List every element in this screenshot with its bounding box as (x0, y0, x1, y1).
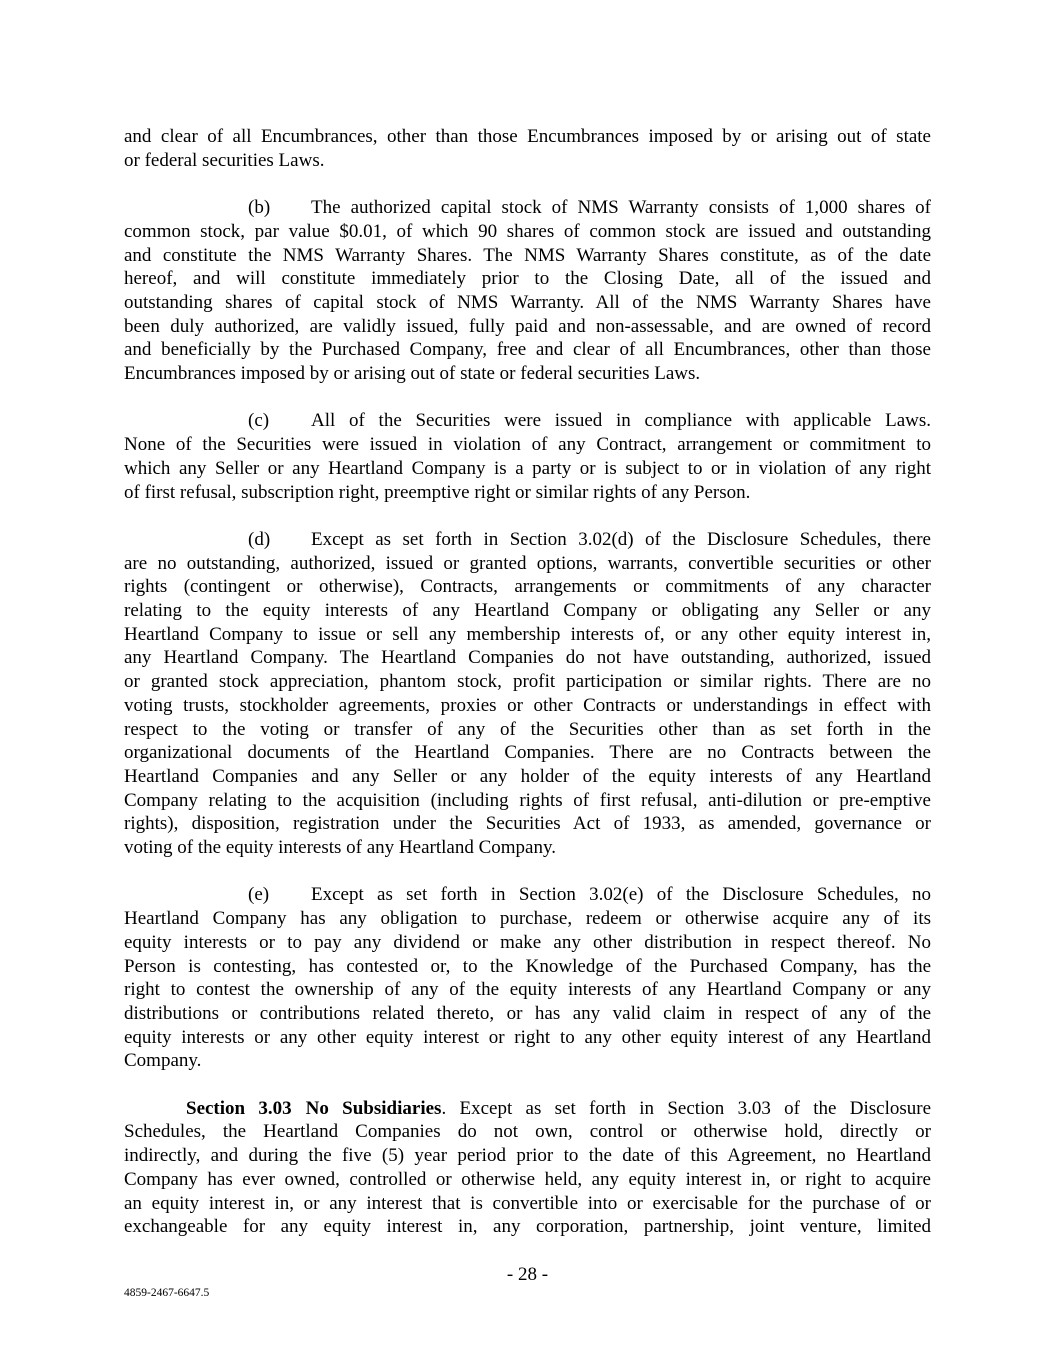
paragraph-line: None of the Securities were issued in violation of any Contract, arrangement or commitment to (124, 434, 931, 456)
paragraph-line (124, 883, 931, 907)
paragraph-line: which any Seller or any Heartland Company is a party or is subject to or in violation of any right (124, 457, 931, 479)
paragraph (124, 125, 931, 172)
paragraph-text: Except as set forth in Section 3.02(d) of the Disclosure Schedules, there (311, 528, 931, 550)
section-text: . Except as set forth in Section 3.03 of the Disclosure (441, 1097, 932, 1119)
document-body (124, 125, 931, 1263)
paragraph-line: Heartland Company to issue or sell any membership interests of, or any other equity interest in, (124, 623, 931, 645)
paragraph-text: Except as set forth in Section 3.02(e) of the Disclosure Schedules, no (311, 884, 931, 906)
paragraph-line: and constitute the NMS Warranty Shares. The NMS Warranty Shares constitute, as of the date (124, 244, 931, 266)
paragraph-line: hereof, and will constitute immediately prior to the Closing Date, all of the issued and (124, 268, 931, 290)
paragraph-line: outstanding shares of capital stock of NMS Warranty. All of the NMS Warranty Shares have (124, 291, 931, 313)
section-number: Section 3.03 (186, 1097, 292, 1119)
paragraph-line: relating to the equity interests of any Heartland Company or obligating any Seller or any (124, 600, 931, 622)
paragraph-line: right to contest the ownership of any of the equity interests of any Heartland Company or any (124, 979, 931, 1001)
paragraph-line: Person is contesting, has contested or, to the Knowledge of the Purchased Company, has the (124, 955, 931, 977)
paragraph-label: (e) (248, 884, 270, 906)
paragraph-line: an equity interest in, or any interest that is convertible into or exercisable for the purchase of or (124, 1192, 931, 1214)
paragraph (124, 196, 931, 386)
paragraph-label: (c) (248, 410, 270, 432)
paragraph-line (124, 409, 931, 433)
paragraph-line: Company has ever owned, controlled or otherwise held, any equity interest in, or right to acquire (124, 1168, 931, 1190)
paragraph-line: distributions or contributions related thereto, or has any valid claim in respect of any of the (124, 1002, 931, 1024)
paragraph-line: and beneficially by the Purchased Company, free and clear of all Encumbrances, other than those (124, 339, 931, 361)
paragraph-line: respect to the voting or transfer of any of the Securities other than as set forth in the (124, 718, 931, 740)
paragraph-text: The authorized capital stock of NMS Warranty consists of 1,000 shares of (311, 197, 931, 219)
paragraph-line: or granted stock appreciation, phantom stock, profit participation or similar rights. There are no (124, 671, 931, 693)
paragraph-line: of first refusal, subscription right, preemptive right or similar rights of any Person. (124, 481, 751, 503)
paragraph-line: equity interests or to pay any dividend or make any other distribution in respect thereof. No (124, 931, 931, 953)
paragraph-label: (b) (248, 197, 271, 219)
paragraph-line: rights), disposition, registration under the Securities Act of 1933, as amended, governance or (124, 813, 931, 835)
paragraph-line: exchangeable for any equity interest in, any corporation, partnership, joint venture, limited (124, 1216, 931, 1238)
paragraph-line: or federal securities Laws. (124, 149, 325, 171)
paragraph-line: organizational documents of the Heartland Companies. There are no Contracts between the (124, 742, 931, 764)
paragraph-label: (d) (248, 528, 271, 550)
paragraph-line: voting trusts, stockholder agreements, proxies or other Contracts or understandings in effect with (124, 694, 931, 716)
paragraph-line: common stock, par value $0.01, of which 90 shares of common stock are issued and outstanding (124, 220, 931, 242)
paragraph-line: equity interests or any other equity interest or right to any other equity interest of any Heartland (124, 1026, 931, 1048)
paragraph-line: Company relating to the acquisition (including rights of first refusal, anti-dilution or pre-emptive (124, 789, 931, 811)
paragraph (124, 883, 931, 1073)
document-id: 4859-2467-6647.5 (124, 1287, 210, 1299)
paragraph-line: Heartland Companies and any Seller or any holder of the equity interests of any Heartland (124, 765, 931, 787)
section-title: No Subsidiaries (305, 1097, 442, 1119)
paragraph-line: Encumbrances imposed by or arising out of state or federal securities Laws. (124, 363, 701, 385)
page-number: - 28 - (506, 1264, 549, 1285)
section-3-03 (124, 1097, 931, 1239)
paragraph-line: and clear of all Encumbrances, other than those Encumbrances imposed by or arising out of state (124, 126, 931, 147)
section-heading-line (124, 1097, 931, 1121)
paragraph-text: All of the Securities were issued in compliance with applicable Laws. (311, 410, 931, 432)
paragraph (124, 409, 931, 504)
paragraph-line: been duly authorized, are validly issued, fully paid and non-assessable, and are owned of record (124, 315, 931, 337)
paragraph-line: Heartland Company has any obligation to purchase, redeem or otherwise acquire any of its (124, 908, 931, 930)
paragraph-line: are no outstanding, authorized, issued or granted options, warrants, convertible securities or other (124, 552, 931, 574)
paragraph-line (124, 528, 931, 552)
paragraph-line: any Heartland Company. The Heartland Companies do not have outstanding, authorized, issued (124, 647, 931, 669)
paragraph-line (124, 196, 931, 220)
paragraph-line: Schedules, the Heartland Companies do not own, control or otherwise hold, directly or (124, 1121, 931, 1143)
paragraph (124, 528, 931, 860)
paragraph-line: voting of the equity interests of any Heartland Company. (124, 837, 556, 859)
paragraph-line: indirectly, and during the five (5) year period prior to the date of this Agreement, no Heartland (124, 1145, 931, 1167)
paragraph-line: Company. (124, 1050, 202, 1072)
paragraph-line: rights (contingent or otherwise), Contracts, arrangements or commitments of any character (124, 576, 931, 598)
